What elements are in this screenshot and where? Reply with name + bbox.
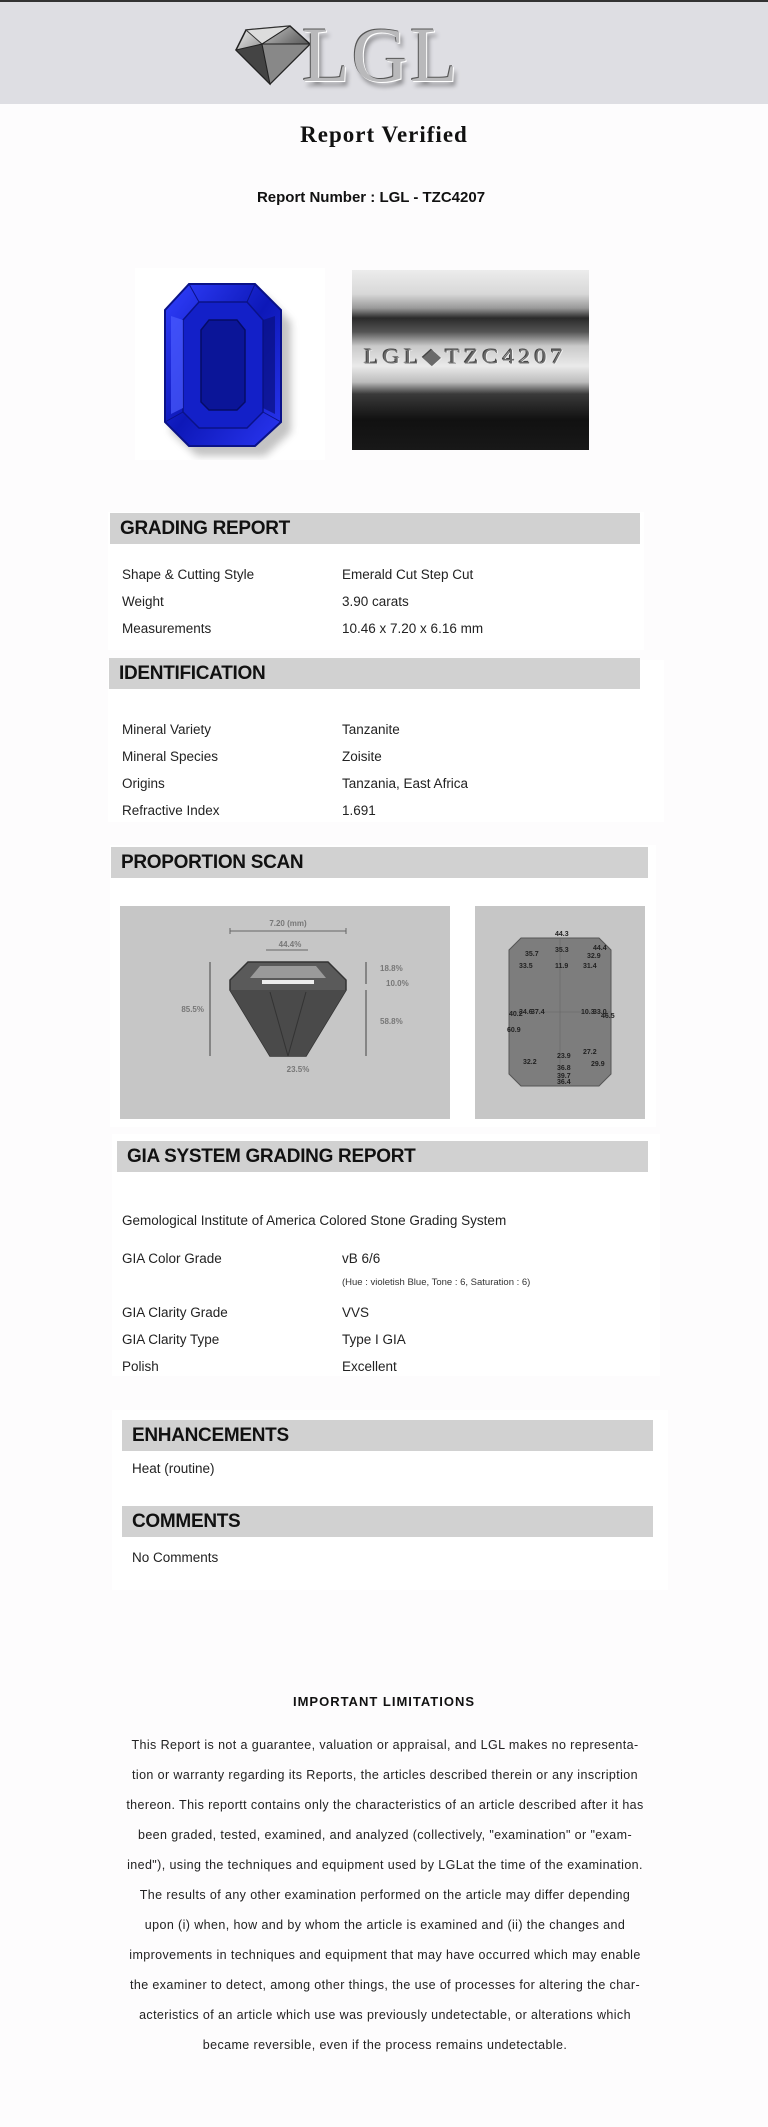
limitations-body: [118, 1730, 652, 2060]
diamond-icon: [232, 20, 312, 90]
facet-value: 39.7: [557, 1073, 571, 1080]
limitations-line: improvements in techniques and equipment that may have occurred which may enable: [129, 1948, 641, 1962]
limitations-line: thereon. This reportt contains only the characteristics of an article described after it has: [126, 1798, 644, 1812]
facet-value: 35.7: [525, 951, 539, 958]
facet-value: 35.3: [555, 947, 569, 954]
facet-value: 33.5: [519, 963, 533, 970]
row-value: Emerald Cut Step Cut: [342, 567, 474, 582]
facet-value: 40.2: [509, 1011, 523, 1018]
color-grade-note: (Hue : violetish Blue, Tone : 6, Saturation : 6): [342, 1277, 531, 1288]
gia-report-heading: GIA SYSTEM GRADING REPORT: [117, 1141, 648, 1172]
culet-label: 23.5%: [286, 1065, 310, 1074]
comments-heading: COMMENTS: [122, 1506, 653, 1537]
facet-value: 27.2: [583, 1049, 597, 1056]
row-label: GIA Clarity Type: [122, 1332, 220, 1347]
row-label: Mineral Species: [122, 749, 219, 764]
enhancements-heading: ENHANCEMENTS: [122, 1420, 653, 1451]
row-label: GIA Color Grade: [122, 1251, 222, 1266]
row-label: Shape & Cutting Style: [122, 567, 255, 582]
facet-value: 31.4: [583, 963, 597, 970]
girdle-label: 10.0%: [386, 979, 409, 988]
lgl-logo: [232, 11, 492, 98]
row-label: Polish: [122, 1359, 159, 1374]
table-percent-label: 44.4%: [278, 940, 302, 949]
top-view-diagram: [475, 906, 645, 1119]
facet-value: 44.3: [555, 931, 569, 938]
page-title: Report Verified: [300, 122, 468, 147]
proportion-scan-heading: PROPORTION SCAN: [111, 847, 648, 878]
row-value: Tanzanite: [342, 722, 400, 737]
row-label: GIA Clarity Grade: [122, 1305, 228, 1320]
row-label: Measurements: [122, 621, 212, 636]
facet-value: 34.6: [519, 1009, 533, 1016]
limitations-heading: IMPORTANT LIMITATIONS: [292, 1694, 476, 1709]
row-value: Type I GIA: [342, 1332, 406, 1347]
report-number: Report Number : LGL - TZC4207: [256, 189, 486, 206]
facet-value: 44.4: [593, 945, 607, 952]
limitations-line: acteristics of an article which use was previously undetectable, or alterations which: [139, 2008, 631, 2022]
row-label: Mineral Variety: [122, 722, 212, 737]
facet-value: 46.5: [601, 1013, 615, 1020]
pavilion-depth-label: 58.8%: [380, 1017, 403, 1026]
row-value: 1.691: [342, 803, 376, 818]
facet-value: 36.8: [557, 1065, 571, 1072]
facet-value: 11.9: [555, 963, 569, 970]
facet-value: 29.9: [591, 1061, 605, 1068]
row-value: 10.46 x 7.20 x 6.16 mm: [342, 621, 484, 636]
limitations-line: The results of any other examination performed on the article may differ depending: [139, 1888, 631, 1902]
facet-value: 32.2: [523, 1059, 537, 1066]
side-profile-diagram: [120, 906, 450, 1119]
limitations-line: been graded, tested, examined, and analyzed (collectively, "examination" or "exam-: [137, 1828, 633, 1842]
limitations-line: became reversible, even if the process remains undetectable.: [202, 2038, 568, 2052]
row-value: Zoisite: [342, 749, 382, 764]
comments-text: No Comments: [132, 1550, 219, 1565]
gemstone-photo: [135, 268, 325, 460]
row-value: vB 6/6: [342, 1251, 381, 1266]
limitations-line: the examiner to detect, among other things, the use of processes for altering the char-: [129, 1978, 641, 1992]
row-value: VVS: [342, 1305, 370, 1320]
inscription-photo: [352, 270, 589, 450]
row-label: Refractive Index: [122, 803, 220, 818]
facet-value: 36.4: [557, 1079, 571, 1086]
inscription-text: LGL◆TZC4207: [364, 345, 567, 369]
facet-value: 23.9: [557, 1053, 571, 1060]
crown-height-label: 18.8%: [380, 964, 403, 973]
facet-value: 33.0: [593, 1009, 607, 1016]
row-label: Origins: [122, 776, 165, 791]
width-label: 7.20 (mm): [269, 919, 307, 928]
row-value: 3.90 carats: [342, 594, 409, 609]
row-value: Tanzania, East Africa: [342, 776, 469, 791]
limitations-line: ined"), using the techniques and equipment used by LGLat the time of the examination.: [127, 1858, 643, 1872]
identification-heading: IDENTIFICATION: [109, 658, 640, 689]
header-bar: [0, 0, 768, 104]
row-value: Excellent: [342, 1359, 397, 1374]
grading-report-heading: GRADING REPORT: [110, 513, 640, 544]
total-depth-label: 85.5%: [181, 1005, 204, 1014]
gia-system-name: Gemological Institute of America Colored Stone Grading System: [122, 1213, 507, 1228]
facet-value: 37.4: [531, 1009, 545, 1016]
limitations-line: tion or warranty regarding its Reports, the articles described therein or any inscription: [132, 1768, 638, 1782]
limitations-line: This Report is not a guarantee, valuation or appraisal, and LGL makes no representa-: [131, 1738, 639, 1752]
row-label: Weight: [122, 594, 164, 609]
facet-value: 10.3: [581, 1009, 595, 1016]
enhancements-text: Heat (routine): [132, 1461, 215, 1476]
facet-value: 32.9: [587, 953, 601, 960]
logo-text: LGL: [302, 11, 460, 98]
limitations-line: upon (i) when, how and by whom the article is examined and (ii) the changes and: [144, 1918, 626, 1932]
facet-value: 60.9: [507, 1027, 521, 1034]
